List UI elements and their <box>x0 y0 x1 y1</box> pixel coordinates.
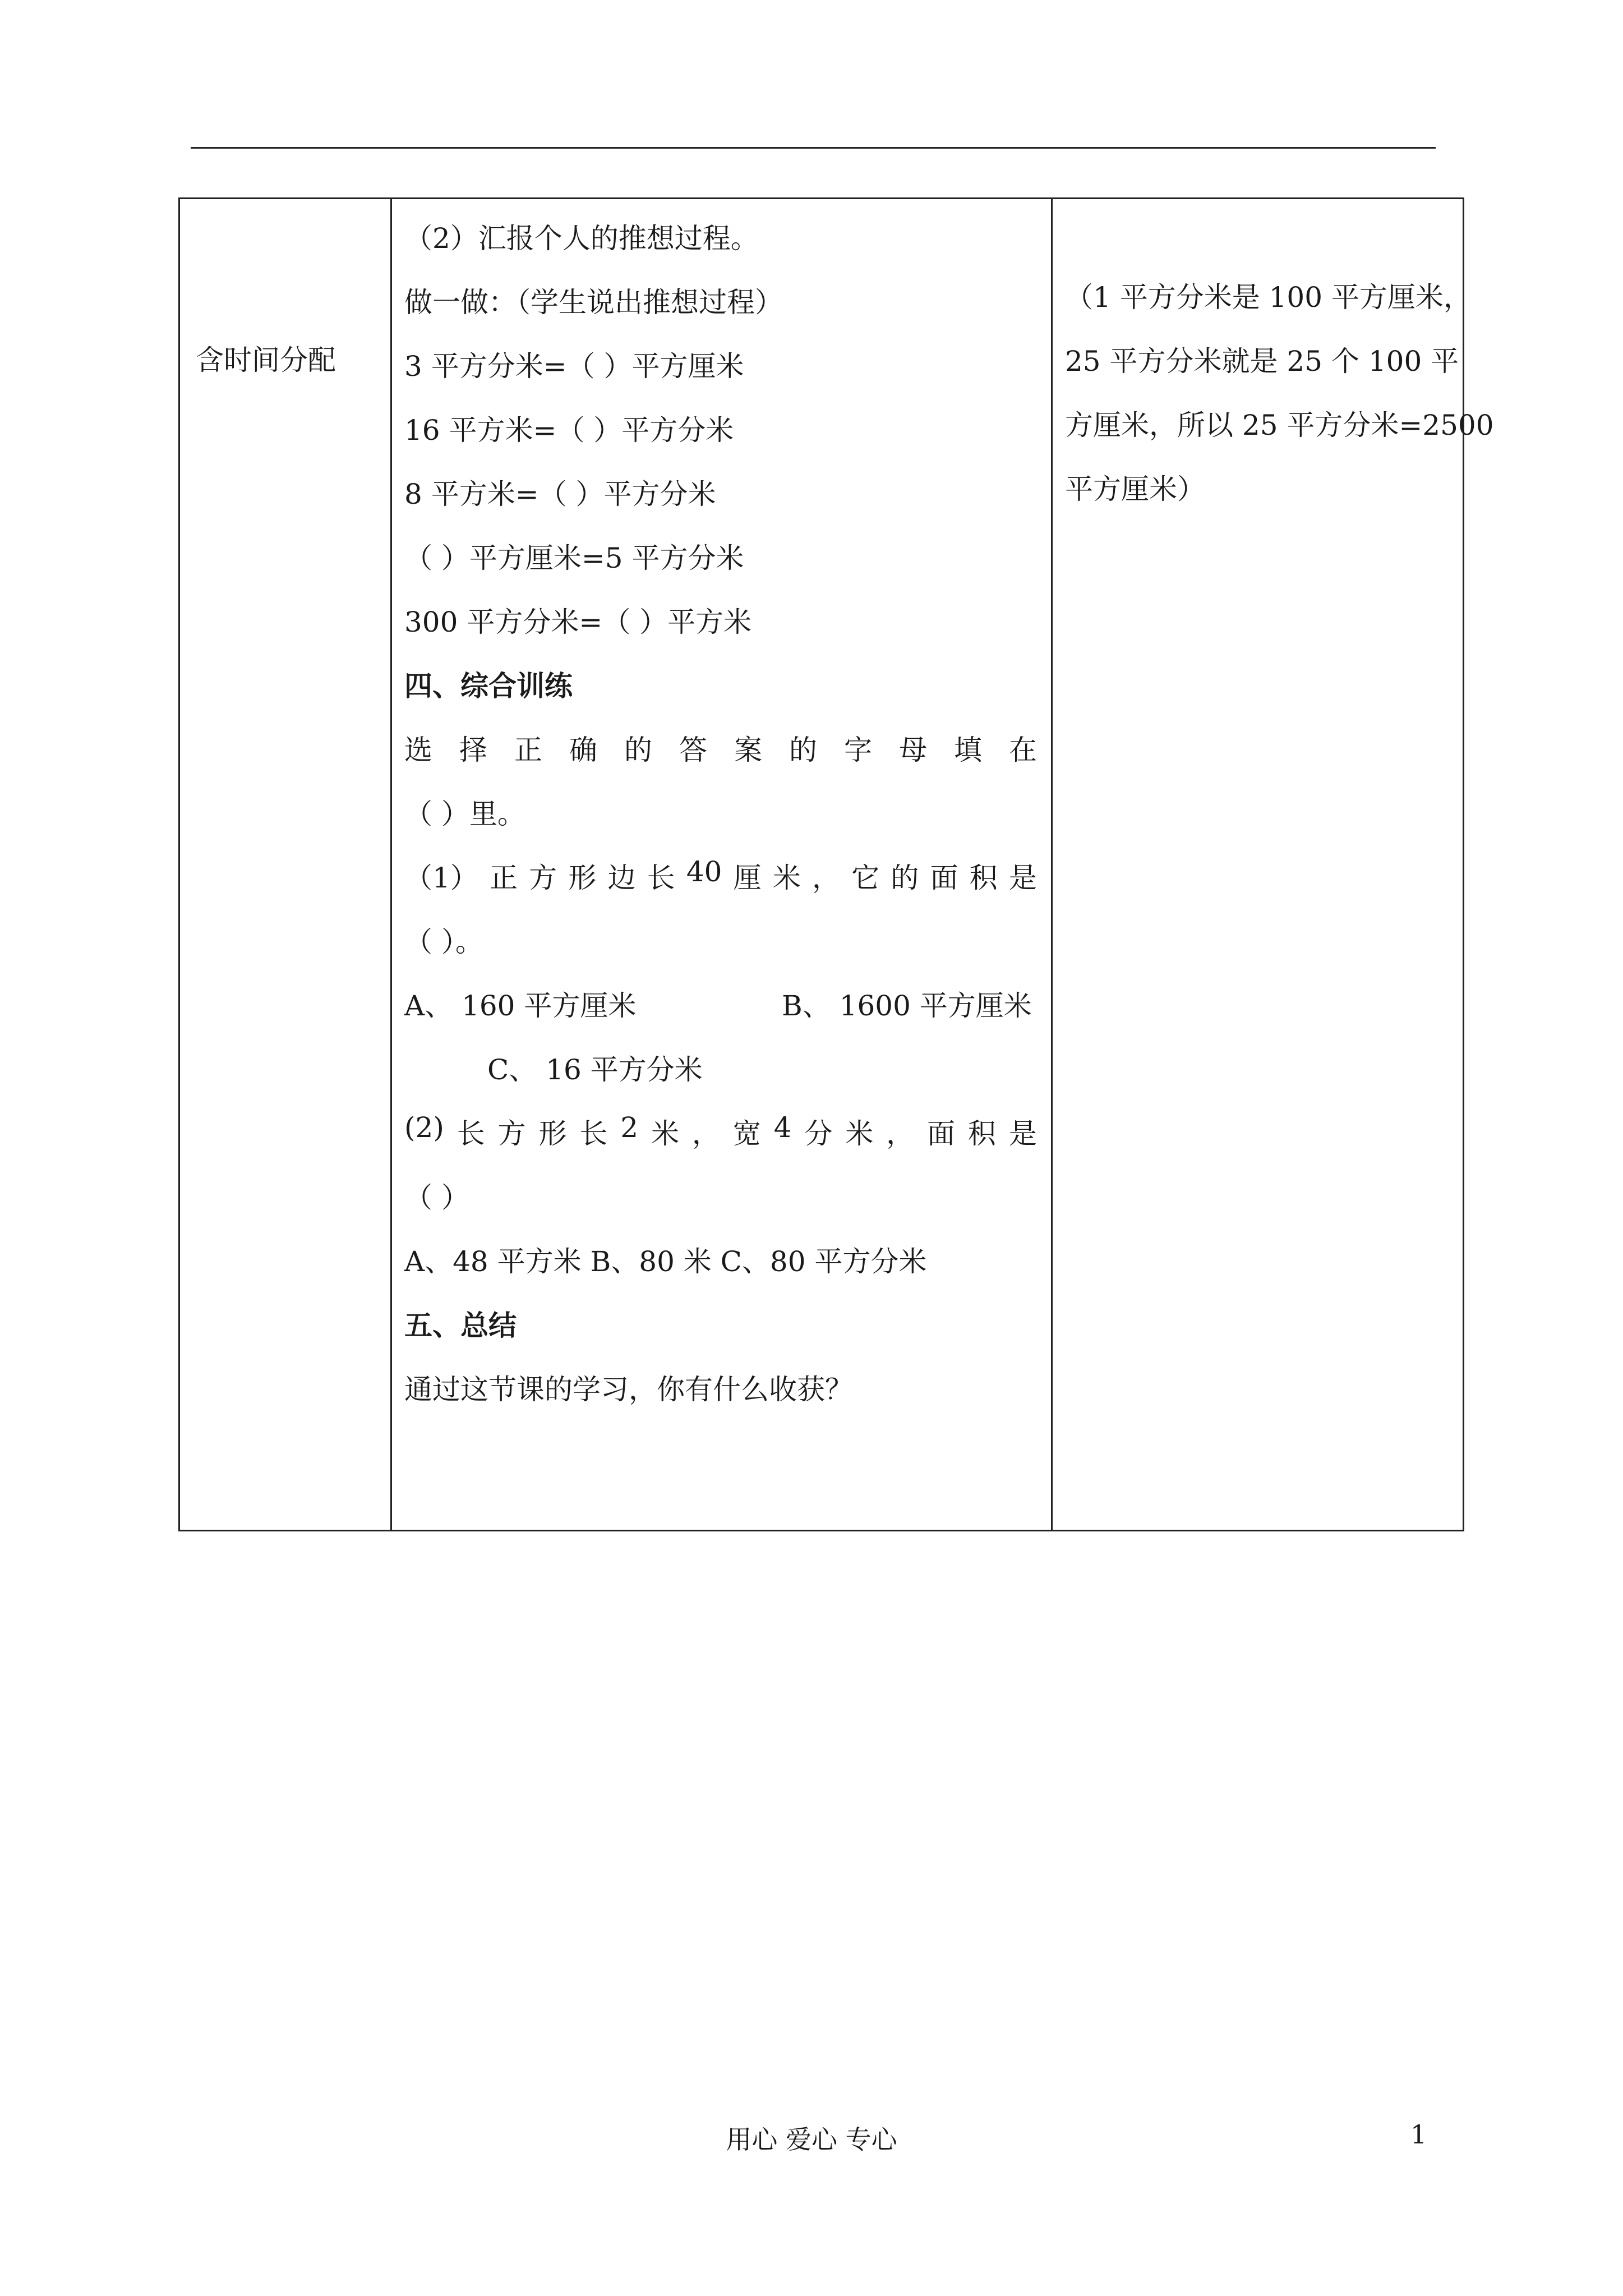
question-1-char: 它 <box>851 862 880 894</box>
question-1-char: ， <box>811 862 840 894</box>
question-2-continued: （ ） <box>404 1181 469 1214</box>
header-rule <box>191 147 1436 149</box>
column-divider-2 <box>1051 199 1053 1530</box>
question-1 <box>404 855 1037 896</box>
question-1-char: 正 <box>489 862 518 894</box>
question-2-char: 是 <box>1008 1117 1037 1150</box>
question-2-char: 米 <box>845 1117 874 1150</box>
question-2-char: 2 <box>620 1111 639 1144</box>
question-1-char: （1） <box>404 862 478 894</box>
question-1-char: 形 <box>568 862 597 894</box>
instruction-char: 择 <box>459 734 487 766</box>
instruction-continued: （ ）里。 <box>404 798 525 830</box>
exercise-5: 300 平方分米=（ ）平方米 <box>404 606 752 638</box>
question-2-char: 形 <box>538 1117 567 1150</box>
question-2-char: ， <box>886 1117 915 1150</box>
question-2-char: (2) <box>404 1111 444 1144</box>
footer-motto: 用心 爱心 专心 <box>726 2124 897 2155</box>
exercise-2: 16 平方米=（ ）平方分米 <box>404 414 734 447</box>
question-1-char: 边 <box>607 862 636 894</box>
question-1-char: 积 <box>969 862 998 894</box>
instruction-char: 母 <box>899 734 927 766</box>
page-number: 1 <box>1410 2119 1427 2150</box>
question-1-char: 40 <box>686 855 722 888</box>
instruction-char: 在 <box>1009 734 1037 766</box>
lesson-table <box>178 197 1494 1531</box>
question-1-option-c: C、 16 平方分米 <box>487 1053 703 1086</box>
question-1-char: 的 <box>891 862 919 894</box>
question-1-option-b: B、 1600 平方厘米 <box>782 990 1032 1022</box>
note-line: 方厘米，所以 25 平方分米=2500 <box>1065 409 1494 441</box>
question-2-char: ， <box>691 1117 720 1150</box>
teaching-notes <box>1065 265 1494 521</box>
exercise-4: （ ）平方厘米=5 平方分米 <box>404 542 744 574</box>
question-2-char: 方 <box>497 1117 526 1150</box>
note-line: （1 平方分米是 100 平方厘米， <box>1065 281 1472 314</box>
question-1-char: 方 <box>529 862 557 894</box>
practice-line: 做一做：（学生说出推想过程） <box>404 286 783 319</box>
instruction-char: 填 <box>954 734 982 766</box>
instruction-char: 正 <box>514 734 542 766</box>
note-line: 25 平方分米就是 25 个 100 平 <box>1065 345 1459 378</box>
instruction-char: 字 <box>844 734 872 766</box>
question-2-char: 米 <box>651 1117 679 1150</box>
summary-question: 通过这节课的学习，你有什么收获？ <box>404 1373 853 1406</box>
instruction-char: 答 <box>679 734 707 766</box>
question-1-char: 长 <box>647 862 675 894</box>
instruction-char: 选 <box>404 734 432 766</box>
question-1-char: 是 <box>1008 862 1037 894</box>
question-2-char: 4 <box>773 1111 792 1144</box>
section-5-title: 五、总结 <box>404 1309 517 1342</box>
question-2 <box>404 1111 1037 1152</box>
question-1-char: 面 <box>930 862 958 894</box>
instruction-char: 的 <box>624 734 652 766</box>
time-allocation-label: 含时间分配 <box>196 344 336 376</box>
question-2-char: 面 <box>927 1117 956 1150</box>
question-2-char: 长 <box>457 1117 485 1150</box>
question-2-char: 分 <box>804 1117 833 1150</box>
report-line: （2）汇报个人的推想过程。 <box>404 222 759 255</box>
column-divider-1 <box>390 199 392 1530</box>
instruction-char: 案 <box>734 734 762 766</box>
instruction-char: 的 <box>789 734 817 766</box>
question-2-options: A、48 平方米 B、80 米 C、80 平方分米 <box>404 1245 927 1278</box>
exercise-3: 8 平方米=（ ）平方分米 <box>404 478 716 510</box>
instruction-line <box>404 728 1037 768</box>
question-1-char: 米 <box>772 862 801 894</box>
question-1-char: 厘 <box>733 862 762 894</box>
note-line: 平方厘米） <box>1065 473 1205 505</box>
section-4-title: 四、综合训练 <box>404 669 573 702</box>
question-2-char: 积 <box>967 1117 996 1150</box>
question-1-option-a: A、 160 平方厘米 <box>404 990 637 1022</box>
question-2-char: 宽 <box>732 1117 761 1150</box>
question-1-continued: （ ）。 <box>404 926 483 958</box>
question-2-char: 长 <box>579 1117 608 1150</box>
instruction-char: 确 <box>569 734 597 766</box>
exercise-1: 3 平方分米=（ ）平方厘米 <box>404 350 744 383</box>
